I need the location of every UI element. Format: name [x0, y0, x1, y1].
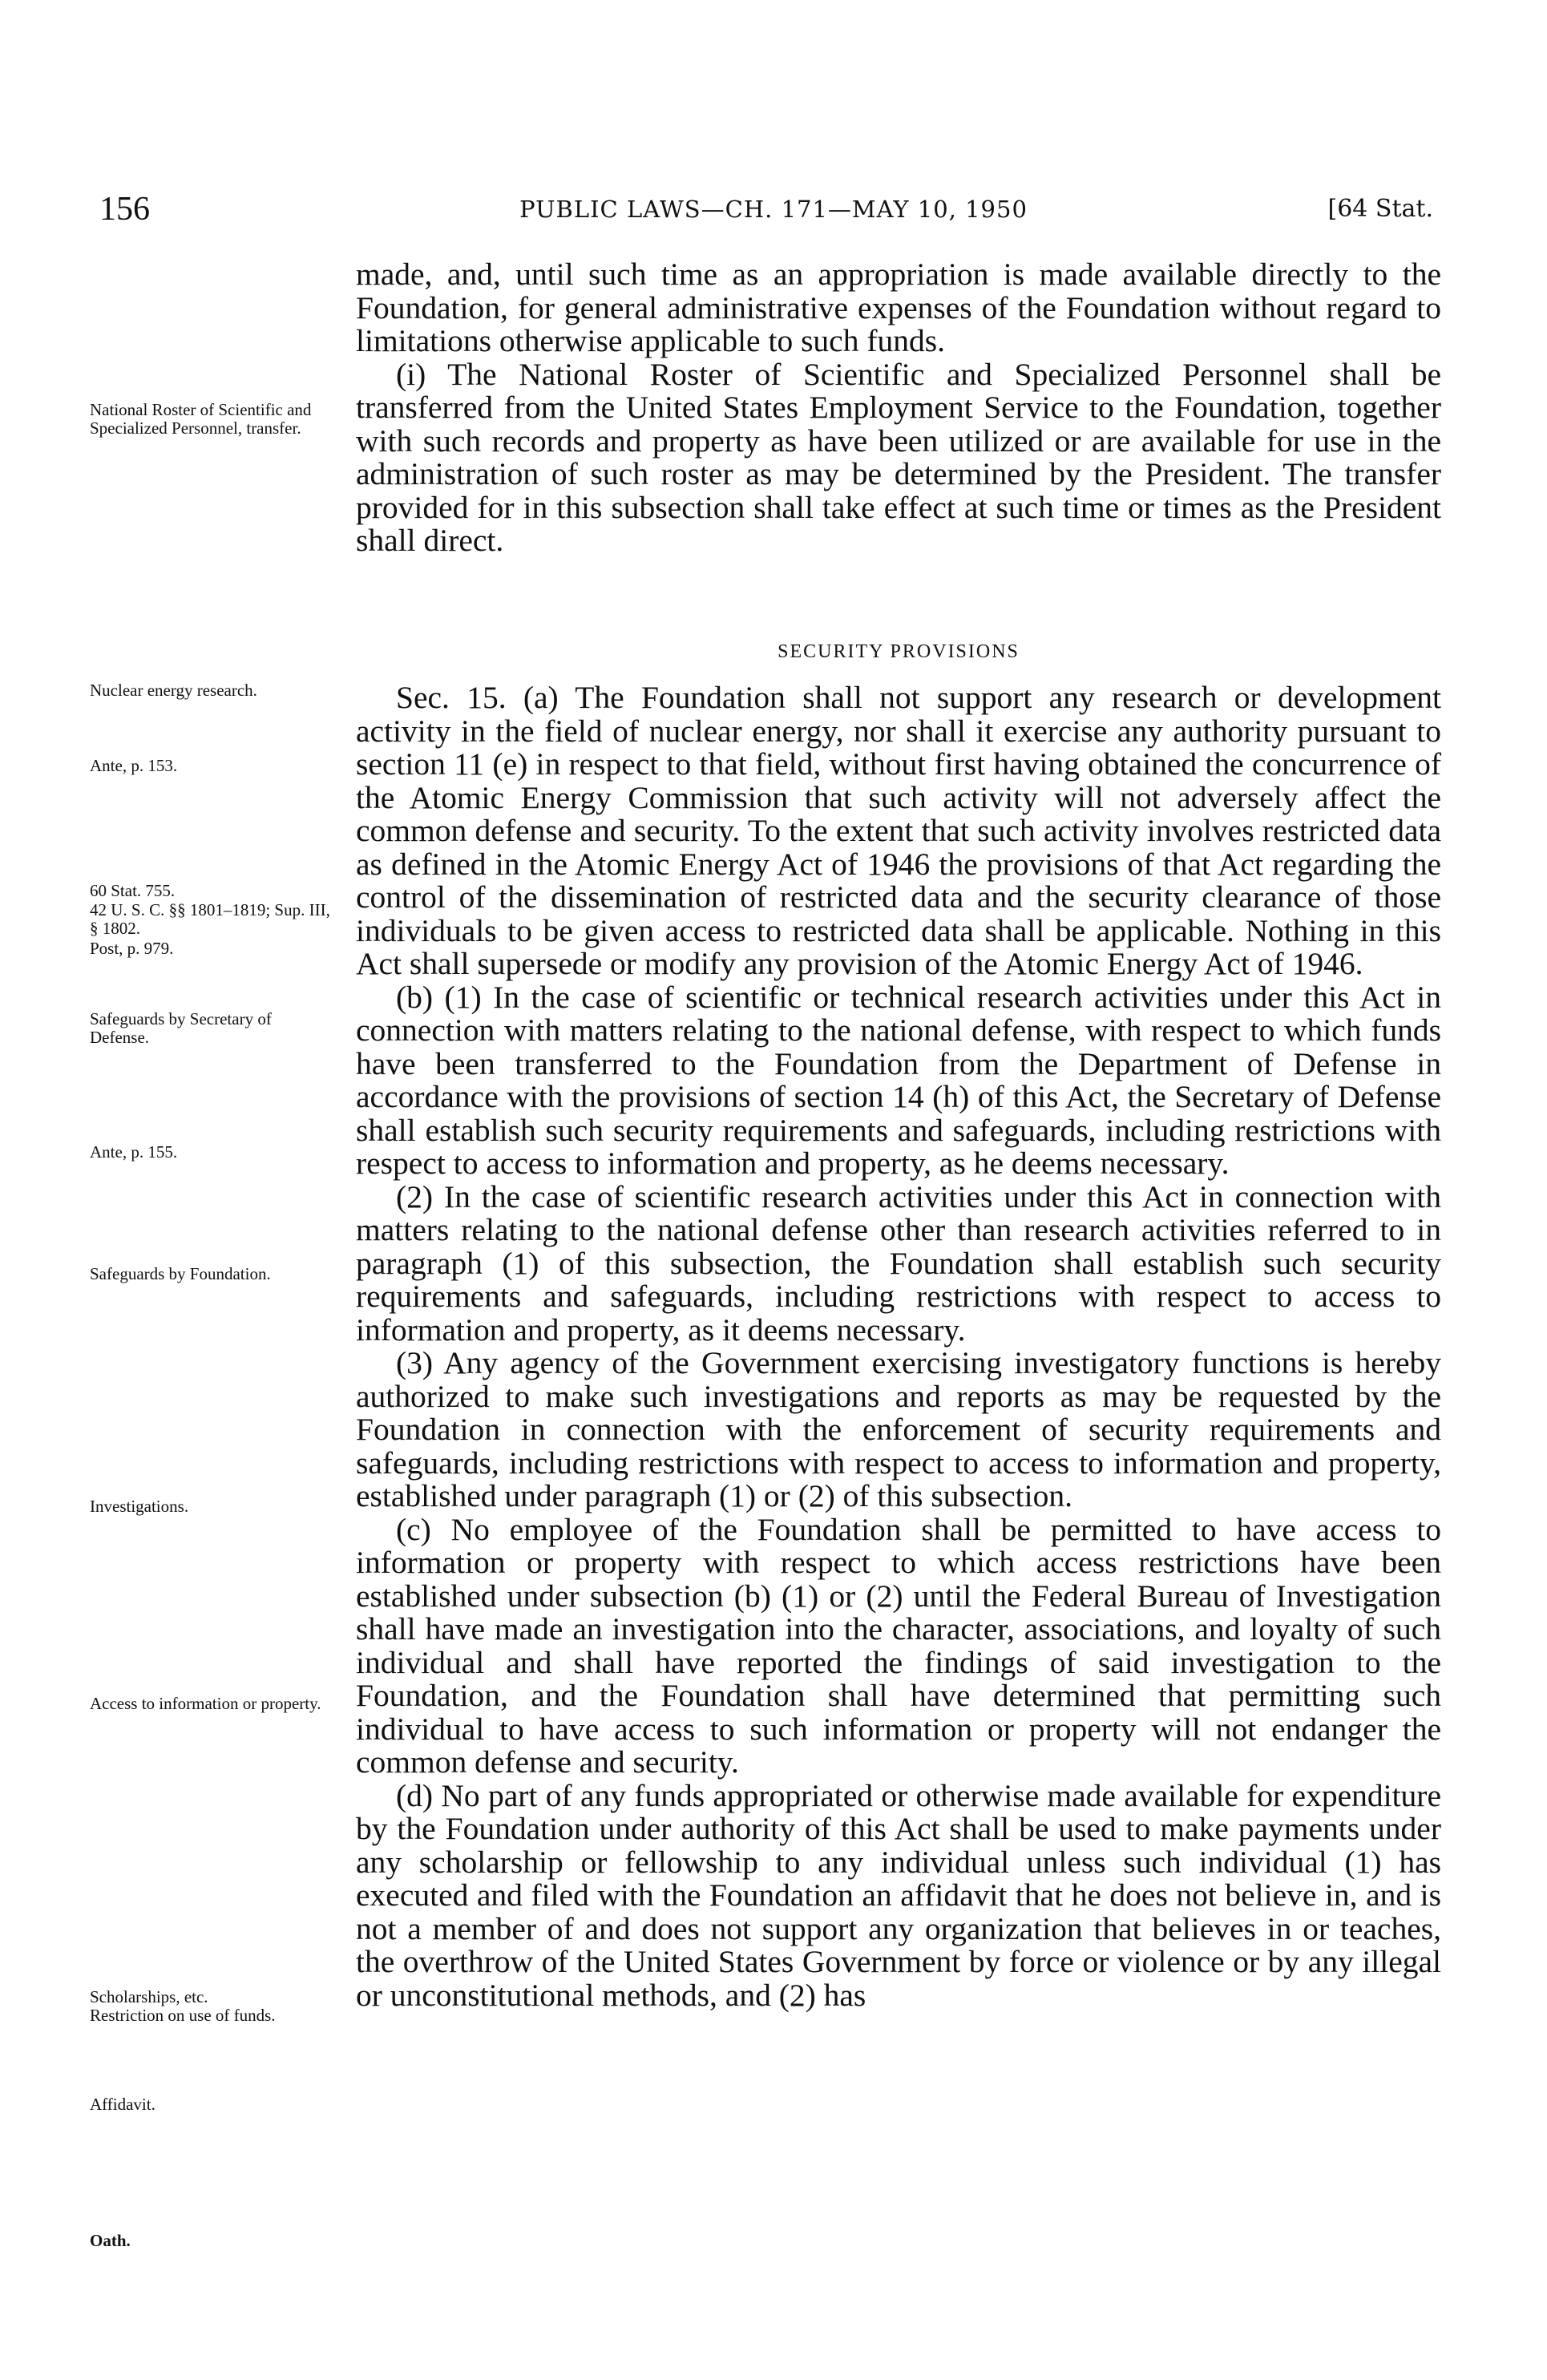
paragraph-15c: (c) No employee of the Foundation shall be permitted to have access to information or property with respect to which access restrictions have been established under subsection (b) (1) or (2) until the Federal Bureau of Investigation shall have made an investigation into the character, associations, and loyalty of such individual and shall have reported the findings of said investigation to the Foundation, and the Foundation shall have determined that permitting such individual to have access to such information or property will not endanger the common defense and security. — [356, 1511, 1441, 1780]
margin-note-safeguards-secretary: Safeguards by Secretary of Defense. — [90, 1009, 272, 1047]
margin-note-access: Access to information or property. — [90, 1694, 321, 1713]
margin-note-nuclear: Nuclear energy research. — [90, 681, 257, 700]
body-upper — [356, 258, 1441, 558]
paragraph-15b1: (b) (1) In the case of scientific or technical research activities under this Act in connection with matters relating to the national defense, with respect to which funds have been transferred to the Foundation from the Department of Defense in accordance with the provisions of section 14 (h) of this Act, the Secretary of Defense shall establish such security requirements and safeguards, including restrictions with respect to access to information and property, as he deems necessary. — [356, 979, 1441, 1181]
paragraph-15d: (d) No part of any funds appropriated or otherwise made available for expenditure by the Foundation under authority of this Act shall be used to make payments under any scholarship or fellowship to any individual unless such individual (1) has executed and filed with the Foundation an affidavit that he does not believe in, and is not a member of and does not support any organization that believes in or teaches, the overthrow of the United States Government by force or violence or by any illegal or unconstitutional methods, and (2) has — [356, 1777, 1441, 2013]
section-heading: SECURITY PROVISIONS — [778, 641, 1020, 662]
body-lower — [356, 681, 1441, 2012]
margin-note-post-979: Post, p. 979. — [90, 939, 174, 958]
margin-note-safeguards-foundation: Safeguards by Foundation. — [90, 1264, 271, 1283]
margin-note-60-stat: 60 Stat. 755. — [90, 881, 176, 900]
margin-note-restriction: Restriction on use of funds. — [90, 2006, 276, 2025]
margin-note-ante-155: Ante, p. 155. — [90, 1142, 178, 1162]
margin-note-ante-153: Ante, p. 153. — [90, 756, 178, 775]
page-number: 156 — [99, 191, 150, 228]
paragraph-continuation: made, and, until such time as an appropriation is made available directly to the Foundation, for general administrative expenses of the Foundation without regard to limitations otherwise applicable to such funds. — [356, 257, 1441, 358]
paragraph-15a: Sec. 15. (a) The Foundation shall not support any research or development activity in the field of nuclear energy, nor shall it exercise any authority pursuant to section 11 (e) in respect to that field, without first having obtained the concurrence of the Atomic Energy Commission that such activity will not adversely affect the common defense and security. To the extent that such activity involves restricted data as defined in the Atomic Energy Act of 1946 the provisions of that Act regarding the control of the dissemination of restricted data and the security clearance of those individuals to be given access to restricted data shall be applicable. Nothing in this Act shall supersede or modify any provision of the Atomic Energy Act of 1946. — [356, 680, 1441, 981]
margin-note-roster: National Roster of Scientific and Specialized Personnel, transfer. — [90, 400, 312, 438]
running-title: PUBLIC LAWS—CH. 171—MAY 10, 1950 — [519, 196, 1028, 223]
margin-note-oath: Oath. — [90, 2231, 131, 2250]
volume-reference: [64 Stat. — [1327, 195, 1433, 223]
margin-note-investigations: Investigations. — [90, 1497, 189, 1516]
paragraph-i: (i) The National Roster of Scientific and Specialized Personnel shall be transferred from the United States Employment Service to the Foundation, together with such records and property as have been utilized or are available for use in the administration of such roster as may be determined by the President. The transfer provided for in this subsection shall take effect at such time or times as the President shall direct. — [356, 356, 1441, 558]
margin-note-usc: 42 U. S. C. §§ 1801–1819; Sup. III, § 1802. — [90, 900, 330, 938]
paragraph-15b3: (3) Any agency of the Government exercising investigatory functions is hereby authorized to make such investigations and reports as may be requested by the Foundation in connection with the enforcement of security requirements and safeguards, including restrictions with respect to access to information and property, established under paragraph (1) or (2) of this subsection. — [356, 1345, 1441, 1513]
margin-note-scholarships: Scholarships, etc. — [90, 1987, 208, 2006]
paragraph-15b2: (2) In the case of scientific research activities under this Act in connection with matters relating to the national defense other than research activities referred to in paragraph (1) of this subsection, the Foundation shall establish such security requirements and safeguards, including restrictions with respect to access to information and property, as it deems necessary. — [356, 1178, 1441, 1348]
margin-note-affidavit: Affidavit. — [90, 2095, 156, 2114]
